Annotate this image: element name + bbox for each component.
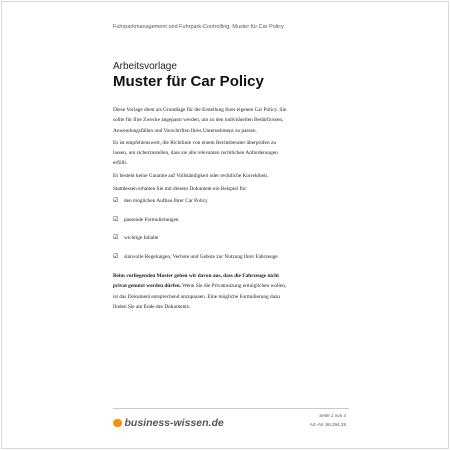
list-item-text: den möglichen Aufbau Ihrer Car Policy <box>124 197 208 204</box>
private-use-note-bold: Beim vorliegenden Muster gehen wir davon aus, dass die Fahrzeuge nicht privat genutzt werden dürfen. <box>113 273 279 290</box>
legal-review-paragraph: Es ist empfehlenswert, die Richtlinie von einem Rechtsberater überprüfen zu lassen, um sicherzustellen, dass sie alle relevanten rechtlichen Anforderungen erfüllt. <box>113 139 278 167</box>
document-body <box>113 105 288 314</box>
list-item <box>113 252 288 262</box>
footer-divider <box>113 408 349 409</box>
checkbox-checked-icon: ☑ <box>113 196 119 204</box>
list-item <box>113 215 288 225</box>
intro-paragraph: Diese Vorlage dient als Grundlage für die Erstellung Ihrer eigenen Car Policy. Sie sollte für Ihre Zwecke angepasst werden, um zu den individuellen Bedürfnissen, Anwendungsfällen und Vorschriften Ihres Unternehmens zu passen. <box>113 107 287 134</box>
private-use-note-text: Wenn Sie die Privatnutzung ermöglichen wollen, ist das Dokument entsprechend anzupassen. Eine mögliche Formulierung dazu finden Sie am Ende des Dokuments. <box>113 283 287 310</box>
article-number: Art.-Nr. 98.294.28 <box>309 421 346 427</box>
page-title: Muster für Car Policy <box>113 73 264 90</box>
checkbox-checked-icon: ☑ <box>113 234 119 242</box>
list-item-text: passende Formulierungen <box>124 216 179 223</box>
page-number: Seite 1 von 4 <box>319 413 346 418</box>
private-use-note <box>113 271 288 312</box>
checkbox-checked-icon: ☑ <box>113 253 119 261</box>
list-item <box>113 196 288 206</box>
list-item-text: wichtige Inhalte <box>124 235 159 242</box>
logo-wordmark: business-wissen.de <box>124 417 224 429</box>
business-wissen-logo <box>113 415 224 431</box>
checkbox-checked-icon: ☑ <box>113 215 119 223</box>
running-header: Fuhrparkmanagement und Fuhrpark-Controlling: Muster für Car Policy <box>113 24 284 30</box>
list-item <box>113 233 288 243</box>
disclaimer-paragraph: Es besteht keine Garantie auf Vollständigkeit oder rechtliche Korrektheit. <box>113 172 269 179</box>
footer-meta <box>310 412 346 429</box>
checklist-intro-paragraph: Stattdessen erhalten Sie mit diesem Dokument ein Beispiel für: <box>113 185 248 192</box>
logo-dot-icon <box>113 419 122 428</box>
checklist <box>113 196 288 263</box>
document-type-label: Arbeitsvorlage <box>113 61 177 72</box>
list-item-text: sinnvolle Regelungen, Verbote und Gebote zur Nutzung Ihrer Fahrzeuge <box>124 254 278 261</box>
document-page <box>1 1 449 449</box>
